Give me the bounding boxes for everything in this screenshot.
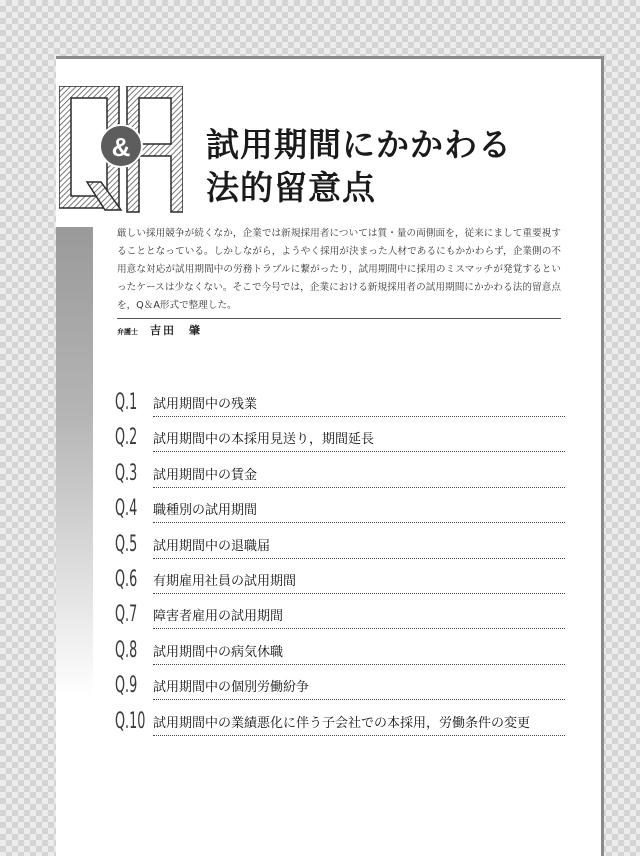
question-number: Q.4 [115,496,138,522]
question-title: 試用期間中の病気休職 [153,641,565,665]
lead-paragraph: 厳しい採用競争が続くなか，企業では新規採用者については質・量の両側面を，従来にまして重要視することとなっている。しかしながら，ようやく採用が決まった人材であるにもかかわらず，企業側の不用意な対応が試用期間中の労務トラブルに繋がったり，試用期間中に採用のミスマッチが発覚するといったケースは少なくない。そこで今号では，企業における新規採用者の試用期間にかかわる法的留意点を，Q＆A形式で整理した。 [117,228,561,311]
question-number: Q.8 [115,637,138,663]
side-gradient-band [56,227,93,697]
question-title: 障害者雇用の試用期間 [153,605,565,629]
question-title: 試用期間中の退職届 [153,535,565,559]
article-page [56,56,604,856]
question-number: Q.1 [115,390,138,415]
title-line-2: 法的留意点 [206,168,376,207]
question-item [115,566,565,601]
question-title: 試用期間中の本採用見送り，期間延長 [153,428,565,452]
question-item [115,424,565,459]
question-title: 試用期間中の業績悪化に伴う子会社での本採用，労働条件の変更 [153,712,565,736]
qa-logo [59,86,183,214]
ampersand-glyph: & [111,132,131,162]
lead-divider [117,318,561,319]
question-title: 有期雇用社員の試用期間 [153,570,565,594]
question-list [115,389,565,743]
question-item [115,672,565,707]
question-title: 試用期間中の賃金 [153,464,565,488]
question-item [115,601,565,636]
question-number: Q.5 [115,531,138,557]
question-title: 試用期間中の個別労働紛争 [153,676,565,700]
question-number: Q.2 [115,425,138,451]
question-number: Q.9 [115,673,138,699]
question-title: 職種別の試用期間 [153,499,565,523]
question-item [115,708,565,743]
author-byline [117,322,202,338]
article-title [206,123,512,209]
question-item [115,637,565,672]
question-title: 試用期間中の残業 [153,393,565,417]
question-number: Q.3 [115,460,138,486]
title-line-1: 試用期間にかかわる [206,125,512,164]
question-number: Q.7 [115,602,138,628]
question-number: Q.6 [115,566,138,592]
question-number: Q.10 [115,708,146,734]
question-item [115,495,565,530]
author-role: 弁護士 [117,328,138,336]
question-item [115,460,565,495]
author-name: 吉田 肇 [150,324,202,337]
question-item [115,389,565,424]
question-item [115,531,565,566]
